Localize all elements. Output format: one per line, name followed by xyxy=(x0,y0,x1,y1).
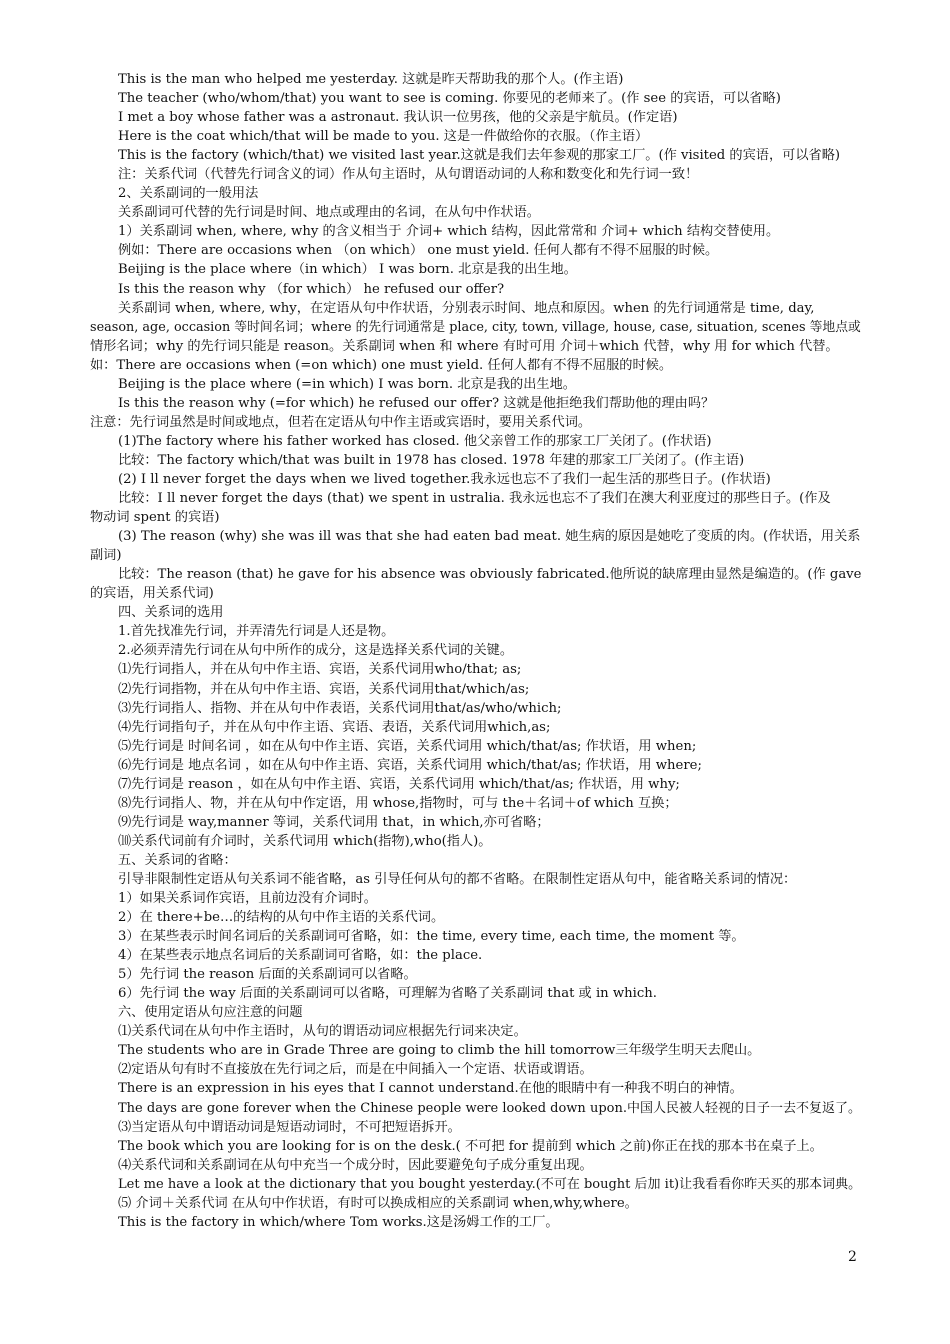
text-line: 2）在 there+be…的结构的从句中作主语的关系代词。 xyxy=(118,910,445,926)
text-line: The students who are in Grade Three are going to climb the hill tomorrow三年级学生明天去爬山。 xyxy=(118,1043,761,1059)
text-line: Beijing is the place where（in which） I was born. 北京是我的出生地。 xyxy=(118,262,577,278)
text-line: ⑷关系代词和关系副词在从句中充当一个成分时，因此要避免句子成分重复出现。 xyxy=(118,1157,593,1173)
text-line: 4）在某些表示地点名词后的关系副词可省略，如：the place. xyxy=(118,948,483,964)
text-line: This is the man who helped me yesterday. 这就是昨天帮助我的那个人。(作主语) xyxy=(118,72,624,87)
text-line: 注：关系代词（代替先行词含义的词）作从句主语时，从句谓语动词的人称和数变化和先行词一致！ xyxy=(118,167,699,183)
text-line: The book which you are looking for is on the desk.( 不可把 for 提前到 which 之前)你正在找的那本书在桌子上。 xyxy=(118,1138,823,1154)
text-line: 比较：I ll never forget the days (that) we spent in ustralia. 我永远也忘不了我们在澳大利亚度过的那些日子。(作及 xyxy=(118,491,831,507)
text-line: ⑸ 介词＋关系代词 在从句中作状语，有时可以换成相应的关系副词 when,why,where。 xyxy=(118,1195,638,1211)
text-line: 四、关系词的选用 xyxy=(118,605,224,621)
text-line: 六、使用定语从句应注意的问题 xyxy=(118,1005,303,1021)
text-line: 6）先行词 the way 后面的关系副词可以省略，可理解为省略了关系副词 that 或 in which. xyxy=(118,986,657,1002)
text-line: ⑴关系代词在从句中作主语时，从句的谓语动词应根据先行词来决定。 xyxy=(118,1024,527,1040)
text-line: 比较：The reason (that) he gave for his absence was obviously fabricated.他所说的缺席理由显然是编造的。(作 gave xyxy=(118,567,862,583)
text-line: 如：There are occasions when (=on which) one must yield. 任何人都有不得不屈服的时候。 xyxy=(90,357,673,373)
text-line: This is the factory in which/where Tom works.这是汤姆工作的工厂。 xyxy=(118,1214,559,1230)
text-line: ⑼先行词是 way,manner 等词，关系代词用 that，in which,亦可省略； xyxy=(118,814,550,830)
text-line: 1）如果关系词作宾语，且前边没有介词时。 xyxy=(118,891,377,907)
text-line: The teacher (who/whom/that) you want to see is coming. 你要见的老师来了。(作 see 的宾语，可以省略) xyxy=(118,91,781,107)
text-line: 1）关系副词 when, where, why 的含义相当于 介词+ which 结构，因此常常和 介词+ which 结构交替使用。 xyxy=(118,224,780,240)
text-line: I met a boy whose father was a astronaut. 我认识一位男孩，他的父亲是宇航员。(作定语) xyxy=(118,110,678,126)
text-line: ⑷先行词指句子，并在从句中作主语、宾语、表语，关系代词用which,as; xyxy=(118,719,551,735)
text-line: ⑵先行词指物，并在从句中作主语、宾语，关系代词用that/which/as; xyxy=(118,681,530,697)
text-line: season, age, occasion 等时间名词；where 的先行词通常是 place, city, town, village, house, case, situation, scenes 等地点或 xyxy=(90,319,861,335)
text-line: 副词) xyxy=(90,548,122,564)
text-line: Beijing is the place where (=in which) I was born. 北京是我的出生地。 xyxy=(118,376,576,392)
text-line: ⑶先行词指人、指物、并在从句中作表语，关系代词用that/as/who/which; xyxy=(118,700,562,716)
text-line: ⑹先行词是 地点名词 ，如在从句中作主语、宾语，关系代词用 which/that/as; 作状语，用 where; xyxy=(118,757,702,773)
page-number: 2 xyxy=(848,1249,857,1265)
text-line: Here is the coat which/that will be made to you. 这是一件做给你的衣服。（作主语） xyxy=(118,129,649,145)
text-line: 2、关系副词的一般用法 xyxy=(118,186,259,202)
text-line: 物动词 spent 的宾语) xyxy=(90,510,220,526)
text-line: 五、关系词的省略： xyxy=(118,852,237,868)
text-line: 2.必须弄清先行词在从句中所作的成分，这是选择关系代词的关键。 xyxy=(118,643,514,659)
text-line: Is this the reason why （for which） he refused our offer? xyxy=(118,281,505,297)
text-line: ⑵定语从句有时不直接放在先行词之后，而是在中间插入一个定语、状语或谓语。 xyxy=(118,1062,593,1078)
text-line: 1.首先找准先行词，并弄清先行词是人还是物。 xyxy=(118,624,395,640)
text-line: ⑽关系代词前有介词时，关系代词用 which(指物),who(指人)。 xyxy=(118,833,492,849)
text-line: ⑺先行词是 reason ，如在从句中作主语、宾语，关系代词用 which/that/as; 作状语，用 why; xyxy=(118,776,680,792)
text-line: ⑴先行词指人，并在从句中作主语、宾语，关系代词用who/that; as; xyxy=(118,662,522,678)
text-line: Is this the reason why (=for which) he refused our offer? 这就是他拒绝我们帮助他的理由吗？ xyxy=(118,395,715,411)
text-line: This is the factory (which/that) we visited last year.这就是我们去年参观的那家工厂。(作 visited 的宾语，可以省略) xyxy=(118,148,841,164)
text-line: 的宾语，用关系代词) xyxy=(90,586,214,602)
text-line: 注意：先行词虽然是时间或地点，但若在定语从句中作主语或宾语时，要用关系代词。 xyxy=(90,414,592,430)
text-line: 例如：There are occasions when （on which） one must yield. 任何人都有不得不屈服的时候。 xyxy=(118,243,719,259)
text-line: 关系副词可代替的先行词是时间、地点或理由的名词，在从句中作状语。 xyxy=(118,205,540,221)
text-line: (1)The factory where his father worked has closed. 他父亲曾工作的那家工厂关闭了。(作状语) xyxy=(118,433,712,449)
text-line: 3）在某些表示时间名词后的关系副词可省略，如：the time, every time, each time, the moment 等。 xyxy=(118,929,745,945)
text-line: (2) I ll never forget the days when we lived together.我永远也忘不了我们一起生活的那些日子。(作状语) xyxy=(118,471,771,487)
text-line: ⑻先行词指人、物，并在从句中作定语，用 whose,指物时，可与 the＋名词＋of which 互换； xyxy=(118,795,678,811)
text-line: Let me have a look at the dictionary that you bought yesterday.(不可在 bought 后加 it)让我看看你昨天买的那本词典。 xyxy=(118,1176,862,1192)
text-line: 比较：The factory which/that was built in 1978 has closed. 1978 年建的那家工厂关闭了。(作主语) xyxy=(118,452,745,468)
text-line: The days are gone forever when the Chinese people were looked down upon.中国人民被人轻视的日子一去不复返了。 xyxy=(118,1100,861,1116)
text-line: There is an expression in his eyes that I cannot understand.在他的眼睛中有一种我不明白的神情。 xyxy=(118,1081,743,1097)
document-body xyxy=(90,70,865,1232)
text-line: 情形名词；why 的先行词只能是 reason。关系副词 when 和 where 有时可用 介词＋which 代替，why 用 for which 代替。 xyxy=(90,338,839,354)
text-line: 5）先行词 the reason 后面的关系副词可以省略。 xyxy=(118,967,417,983)
text-line: 引导非限制性定语从句关系词不能省略，as 引导任何从句的都不省略。在限制性定语从句中，能省略关系词的情况： xyxy=(118,871,797,887)
text-line: ⑸先行词是 时间名词 ，如在从句中作主语、宾语，关系代词用 which/that/as; 作状语，用 when; xyxy=(118,738,697,754)
text-line: 关系副词 when, where, why，在定语从句中作状语，分别表示时间、地点和原因。when 的先行词通常是 time, day, xyxy=(118,300,815,316)
text-line: ⑶当定语从句中谓语动词是短语动词时，不可把短语拆开。 xyxy=(118,1119,461,1135)
text-line: (3) The reason (why) she was ill was that she had eaten bad meat. 她生病的原因是她吃了变质的肉。(作状语，用关系 xyxy=(118,529,861,545)
